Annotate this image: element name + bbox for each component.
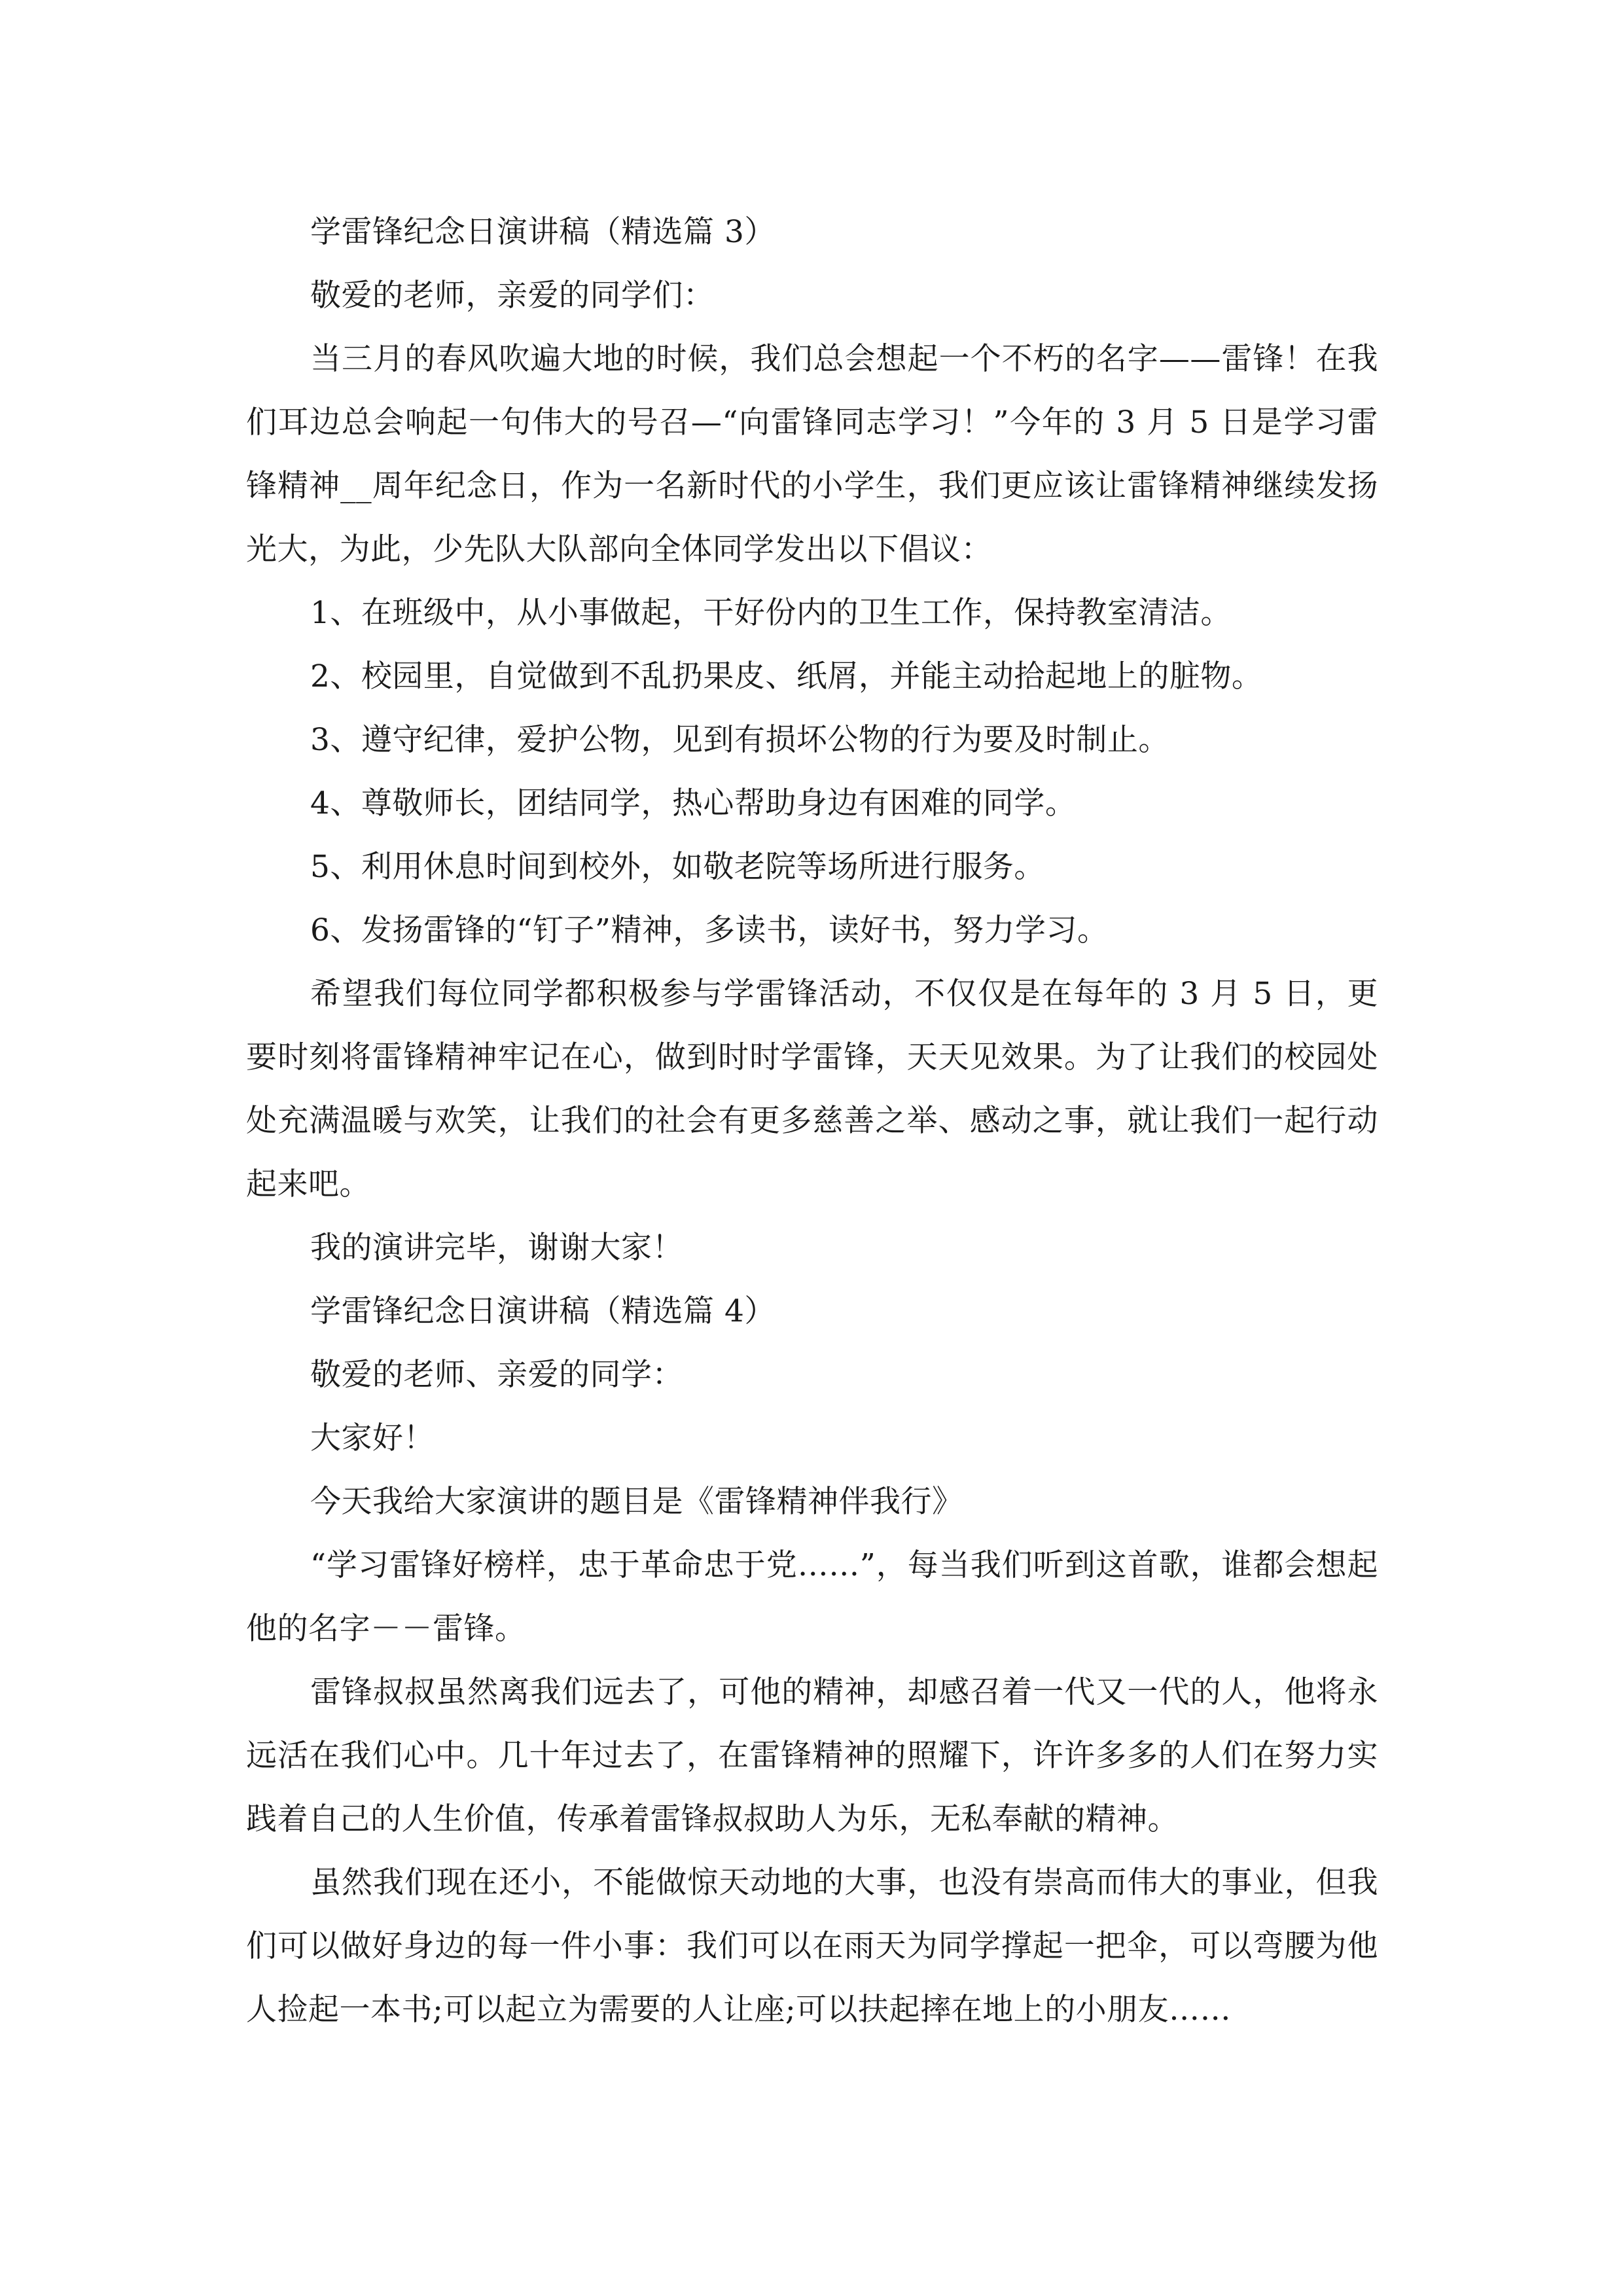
body-paragraph: 虽然我们现在还小，不能做惊天动地的大事，也没有崇高而伟大的事业，但我们可以做好身边的每一件小事：我们可以在雨天为同学撑起一把伞，可以弯腰为他人捡起一本书;可以起立为需要的人让座;可以扶起摔在地上的小朋友…… bbox=[246, 1865, 1378, 2028]
list-item: 3、遵守纪律，爱护公物，见到有损坏公物的行为要及时制止。 bbox=[310, 722, 1169, 758]
list-item: 1、在班级中，从小事做起，干好份内的卫生工作，保持教室清洁。 bbox=[310, 595, 1232, 631]
closing-line: 我的演讲完毕，谢谢大家！ bbox=[310, 1230, 683, 1266]
topic-line: 今天我给大家演讲的题目是《雷锋精神伴我行》 bbox=[310, 1484, 963, 1520]
salutation: 敬爱的老师，亲爱的同学们： bbox=[310, 278, 715, 314]
body-paragraph: “学习雷锋好榜样，忠于革命忠于党……”，每当我们听到这首歌，谁都会想起他的名字－－雷锋。 bbox=[246, 1547, 1378, 1647]
list-item: 5、利用休息时间到校外，如敬老院等场所进行服务。 bbox=[310, 849, 1045, 885]
list-item: 2、校园里，自觉做到不乱扔果皮、纸屑，并能主动拾起地上的脏物。 bbox=[310, 658, 1263, 694]
list-item: 6、发扬雷锋的“钉子”精神，多读书，读好书，努力学习。 bbox=[310, 912, 1109, 948]
document-body bbox=[246, 200, 1378, 2041]
section-heading: 学雷锋纪念日演讲稿（精选篇 3） bbox=[310, 214, 776, 250]
greeting-line: 大家好！ bbox=[310, 1420, 435, 1456]
body-paragraph: 雷锋叔叔虽然离我们远去了，可他的精神，却感召着一代又一代的人，他将永远活在我们心中。几十年过去了，在雷锋精神的照耀下，许许多多的人们在努力实践着自己的人生价值，传承着雷锋叔叔助人为乐，无私奉献的精神。 bbox=[246, 1674, 1378, 1837]
salutation: 敬爱的老师、亲爱的同学： bbox=[310, 1357, 683, 1393]
body-paragraph: 当三月的春风吹遍大地的时候，我们总会想起一个不朽的名字——雷锋！在我们耳边总会响起一句伟大的号召—“向雷锋同志学习！”今年的 3 月 5 日是学习雷锋精神__周年纪念日，作为一名新时代的小学生，我们更应该让雷锋精神继续发扬光大，为此，少先队大队部向全体同学发出以下倡议： bbox=[246, 341, 1378, 567]
list-item: 4、尊敬师长，团结同学，热心帮助身边有困难的同学。 bbox=[310, 785, 1077, 821]
body-paragraph: 希望我们每位同学都积极参与学雷锋活动，不仅仅是在每年的 3 月 5 日，更要时刻将雷锋精神牢记在心，做到时时学雷锋，天天见效果。为了让我们的校园处处充满温暖与欢笑，让我们的社会有更多慈善之举、感动之事，就让我们一起行动起来吧。 bbox=[246, 976, 1378, 1202]
section-heading: 学雷锋纪念日演讲稿（精选篇 4） bbox=[310, 1293, 776, 1329]
